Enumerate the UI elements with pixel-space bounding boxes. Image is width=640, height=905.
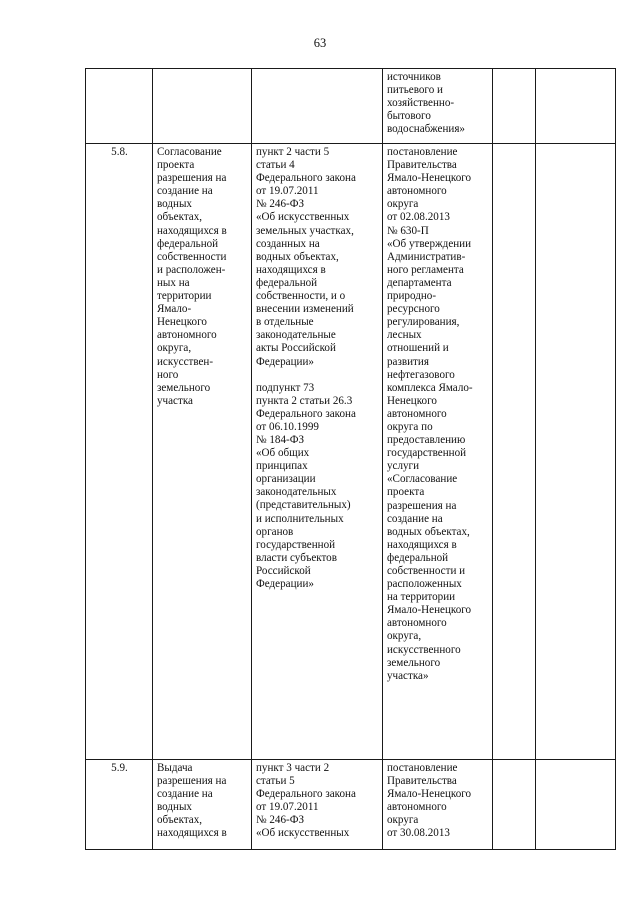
- empty-cell: [493, 760, 536, 850]
- paragraph-gap: [256, 369, 379, 382]
- services-table: [85, 68, 616, 850]
- table-row: [86, 69, 616, 144]
- table-row: [86, 760, 616, 850]
- row-number-cell: 5.8.: [86, 144, 153, 760]
- legal-basis-text-1: пункт 2 части 5 статьи 4 Федерального закона от 19.07.2011 № 246-ФЗ «Об искусственных земельных участках, созданных на водных объектах, находящихся в федеральной собственности, и о внесении изменений в отдельные законодательные акты Российской Федерации»: [256, 146, 356, 368]
- regulation-cell: постановление Правительства Ямало-Ненецкого автономного округа от 30.08.2013: [383, 760, 493, 850]
- row-number-cell: [86, 69, 153, 144]
- page-number: 63: [313, 36, 327, 50]
- row-number-cell: 5.9.: [86, 760, 153, 850]
- empty-cell: [536, 760, 616, 850]
- legal-basis-text-2: подпункт 73 пункта 2 статьи 26.3 Федерального закона от 06.10.1999 № 184-ФЗ «Об общих принципах организации законодательных (представительных) и исполнительных органов государственной власти субъектов Российской Федерации»: [256, 381, 356, 590]
- legal-basis-cell: [252, 760, 383, 850]
- regulation-cell: источников питьевого и хозяйственно- бытового водоснабжения»: [383, 69, 493, 144]
- empty-cell: [493, 69, 536, 144]
- empty-cell: [493, 144, 536, 760]
- legal-basis-text: пункт 3 части 2 статьи 5 Федерального закона от 19.07.2011 № 246-ФЗ «Об искусственных: [256, 762, 356, 840]
- empty-cell: [536, 144, 616, 760]
- legal-basis-cell: [252, 69, 383, 144]
- legal-basis-cell: [252, 144, 383, 760]
- empty-cell: [536, 69, 616, 144]
- service-name-cell: Согласование проекта разрешения на создание на водных объектах, находящихся в федеральной собственности и расположен- ных на территории Ямало- Ненецкого автономного округа, искусствен- ного земельного участка: [153, 144, 252, 760]
- table-row: [86, 144, 616, 760]
- regulation-cell: постановление Правительства Ямало-Ненецкого автономного округа от 02.08.2013 № 630-П «Об утверждении Административ- ного регламента департамента природно- ресурсного регулирования, лесных отношений и развития нефтегазового комплекса Ямало- Ненецкого автономного округа по предоставлению государственной услуги «Согласование проекта разрешения на создание на водных объектах, находящихся в федеральной собственности и расположенных на территории Ямало-Ненецкого автономного округа, искусственного земельного участка»: [383, 144, 493, 760]
- service-name-cell: Выдача разрешения на создание на водных объектах, находящихся в: [153, 760, 252, 850]
- service-name-cell: [153, 69, 252, 144]
